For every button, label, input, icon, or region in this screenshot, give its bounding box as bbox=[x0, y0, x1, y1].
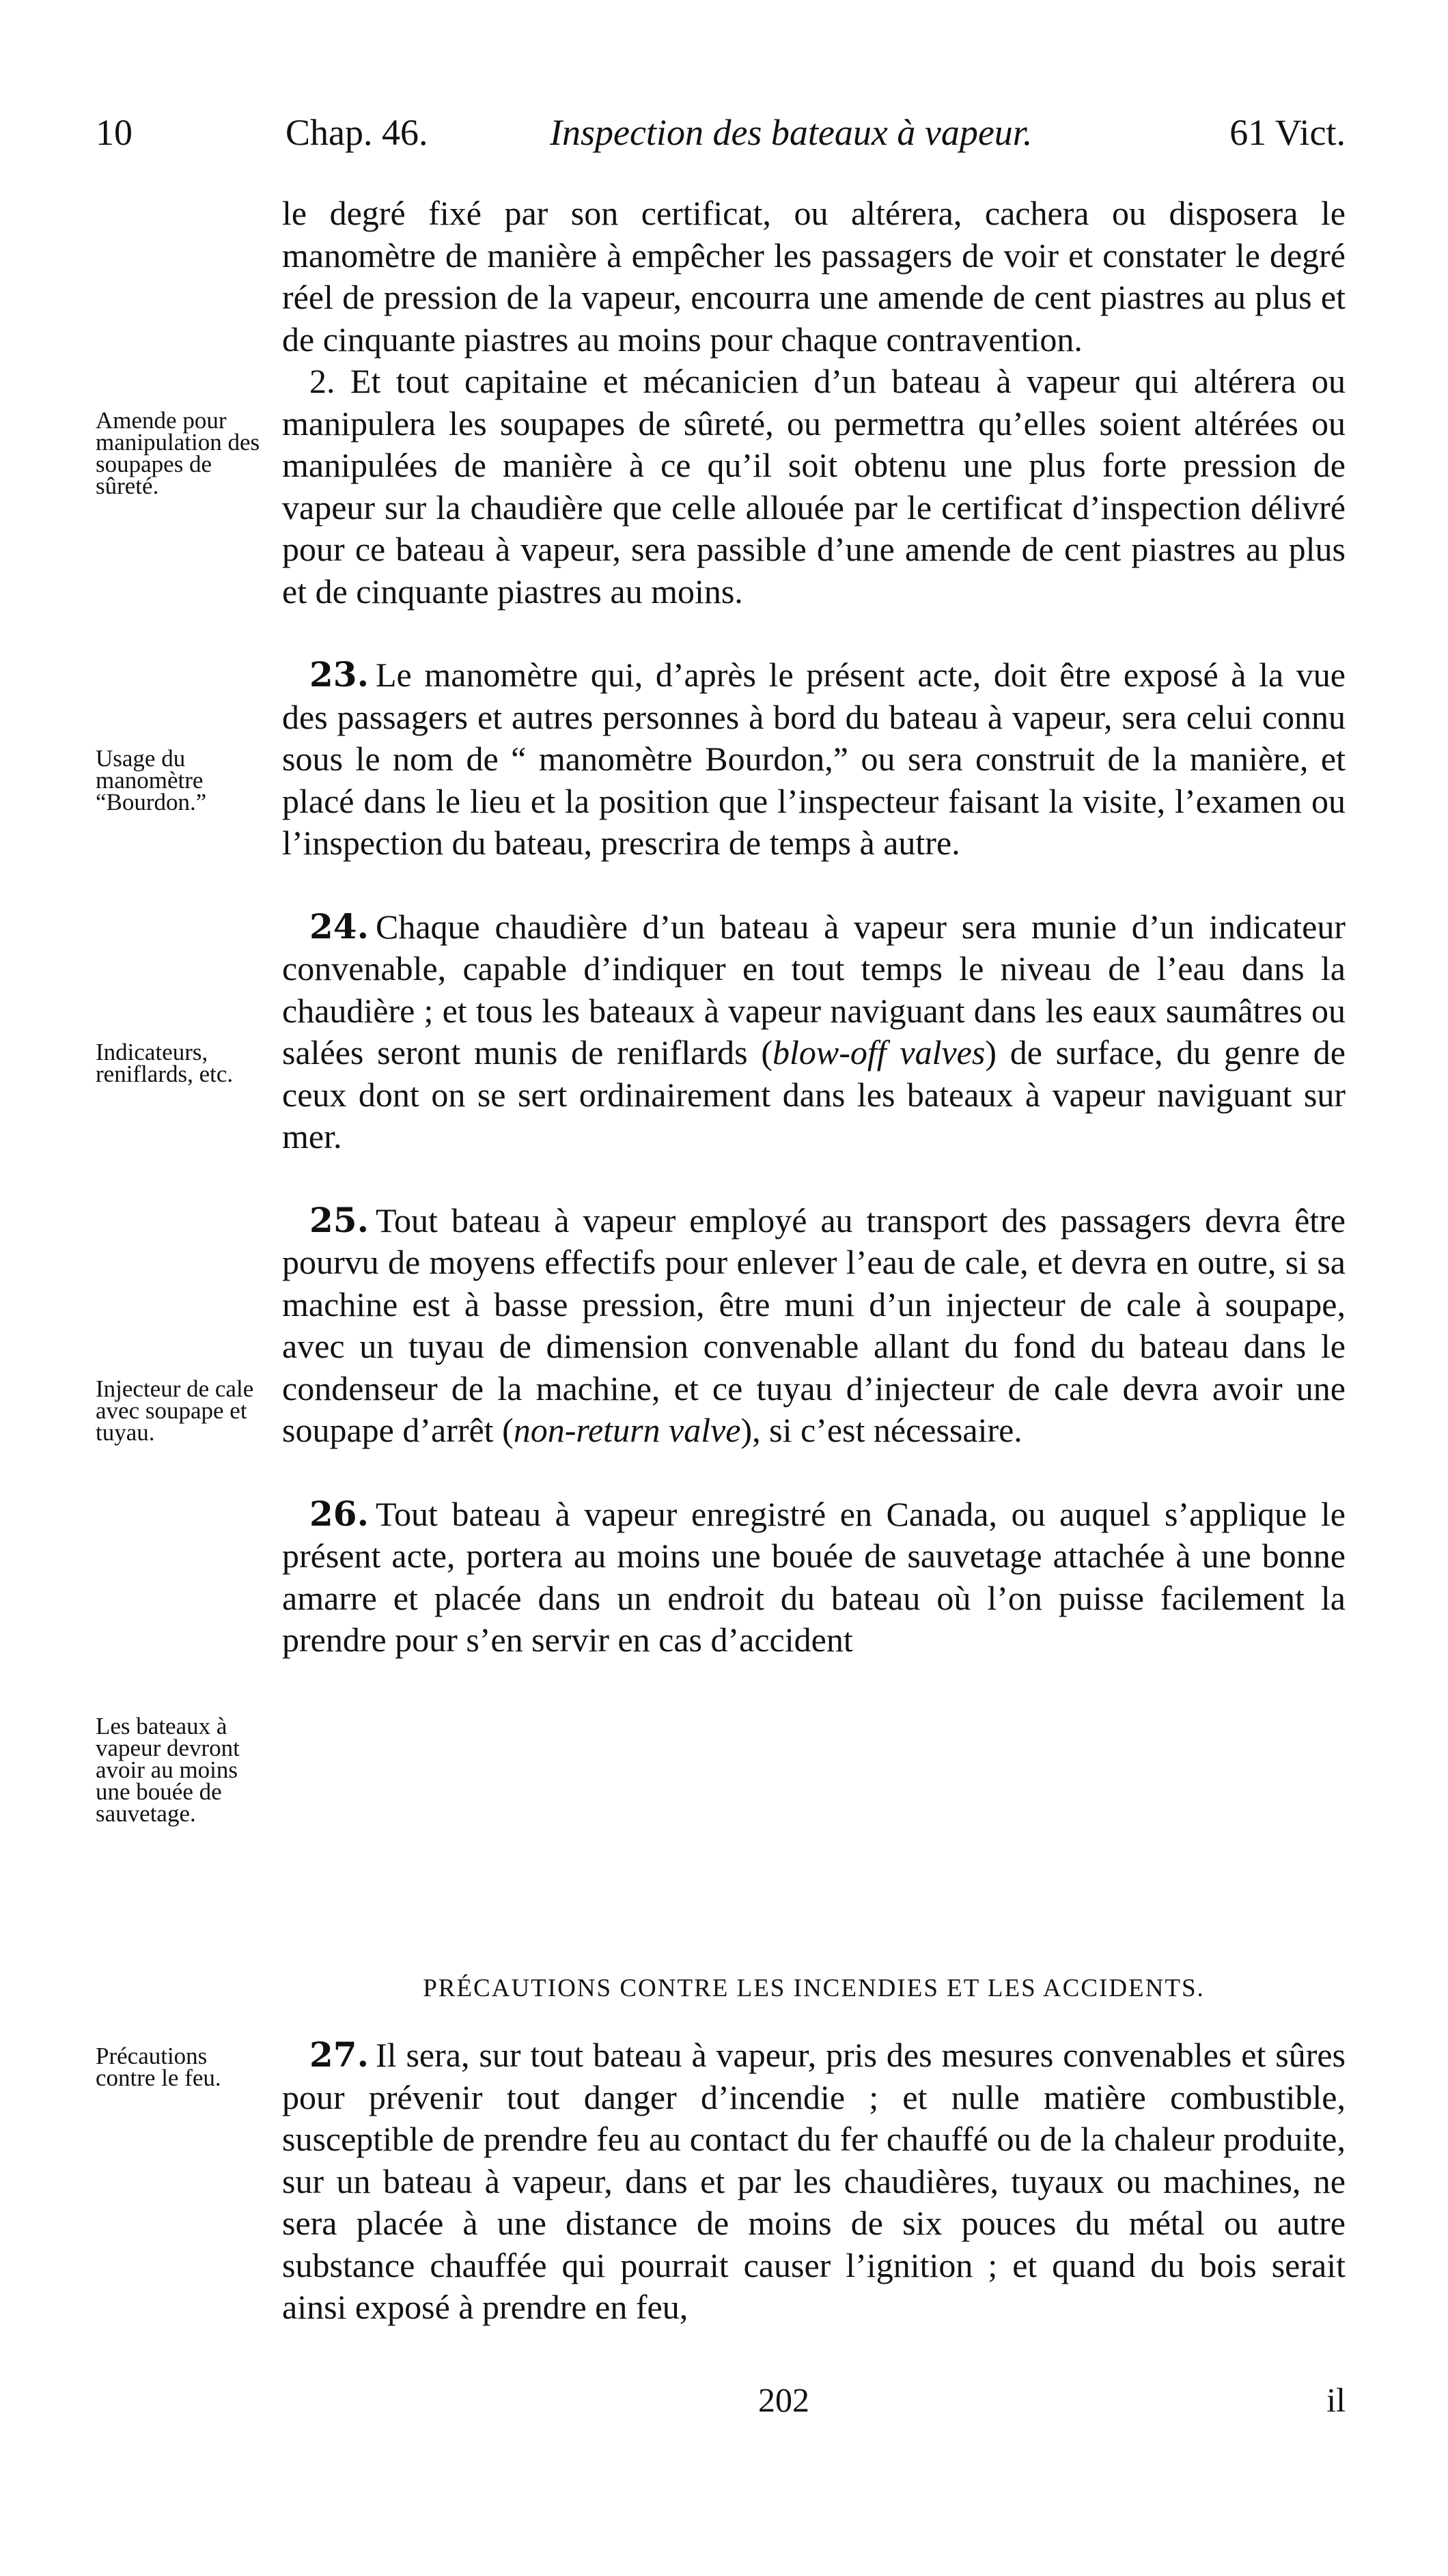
section-23 bbox=[282, 654, 1346, 865]
section-25 bbox=[282, 1199, 1346, 1452]
chapter-label: Chap. 46. bbox=[286, 112, 428, 153]
section-number: 27. bbox=[309, 2034, 369, 2075]
section-heading: PRÉCAUTIONS CONTRE LES INCENDIES ET LES ACCIDENTS. bbox=[423, 1974, 1205, 2002]
section-24 bbox=[282, 906, 1346, 1158]
paragraph-subsection-2: 2. Et tout capitaine et mécanicien d’un bateau à vapeur qui altérera ou manipulera les soupapes de sûreté, ou permettra qu’elles soient altérées ou manipulées de manière à ce qu’il soit obtenu une plus forte pression de vapeur sur la chaudière que celle allouée par le certificat d’inspection délivré pour ce bateau à vapeur, sera passible d’une amende de cent piastres au plus et de cinquante piastres au moins. bbox=[282, 362, 1346, 611]
margin-note-injecteur: Injecteur de cale avec soupape et tuyau. bbox=[96, 1375, 254, 1446]
section-number: 24. bbox=[309, 906, 369, 947]
regnal-year: 61 Vict. bbox=[1229, 112, 1346, 153]
section-number: 25. bbox=[309, 1199, 369, 1240]
section-text-end: ), si c’est nécessaire. bbox=[740, 1411, 1022, 1449]
catchword: il bbox=[1326, 2381, 1346, 2419]
page-signature: 202 bbox=[758, 2381, 809, 2419]
italic-term: blow-off valves bbox=[772, 1033, 986, 1072]
section-number: 26. bbox=[309, 1493, 369, 1534]
section-text: Chaque chaudière d’un bateau à vapeur sera munie d’un indicateur convenable, capable d’indiquer en tout temps le niveau de l’eau dans la chaudière ; et tous les bateaux à vapeur naviguant dans les eaux saumâtres ou salées seront munis de reniflards ( bbox=[282, 907, 1346, 1072]
page-number: 10 bbox=[96, 112, 133, 153]
margin-note-bouee: Les bateaux à vapeur devront avoir au moins une bouée de sauvetage. bbox=[96, 1713, 240, 1827]
running-header bbox=[96, 111, 1346, 159]
section-text: Tout bateau à vapeur enregistré en Canada, ou auquel s’applique le présent acte, portera au moins une bouée de sauvetage attachée à une bonne amarre et placée dans un endroit du bateau où l’on puisse facilement la prendre pour s’en servir en cas d’accident bbox=[282, 1494, 1346, 1659]
margin-note-soupapes: Amende pour manipulation des soupapes de sûreté. bbox=[96, 407, 260, 499]
paragraph-continuation: le degré fixé par son certificat, ou altérera, cachera ou disposera le manomètre de manière à empêcher les passagers de voir et constater le degré réel de pression de la vapeur, encourra une amende de cent piastres au plus et de cinquante piastres au moins pour chaque contravention. bbox=[282, 194, 1346, 359]
margin-note-bourdon: Usage du manomètre “Bourdon.” bbox=[96, 745, 207, 815]
section-text: Il sera, sur tout bateau à vapeur, pris des mesures convenables et sûres pour prévenir tout danger d’incendie ; et nulle matière combustible, susceptible de prendre feu au contact du fer chauffé ou de la chaleur produite, sur un bateau à vapeur, dans et par les chaudières, tuyaux ou machines, ne sera placée à une distance de moins de six pouces du métal ou autre substance chauffée qui pourrait causer l’ignition ; et quand du bois serait ainsi exposé à prendre en feu, bbox=[282, 2036, 1346, 2326]
section-number: 23. bbox=[309, 654, 369, 695]
body-text bbox=[282, 193, 1346, 1662]
section-text-end: ) de surface, du genre de ceux dont on se sert ordinairement dans les bateaux à vapeur naviguant sur mer. bbox=[282, 1033, 1346, 1156]
italic-term: non-return valve bbox=[513, 1411, 741, 1449]
section-text: Le manomètre qui, d’après le présent acte, doit être exposé à la vue des passagers et autres personnes à bord du bateau à vapeur, sera celui connu sous le nom de “ manomètre Bourdon,” ou sera construit de la manière, et placé dans le lieu et la position que l’inspecteur faisant la visite, l’examen ou l’inspection du bateau, prescrira de temps à autre. bbox=[282, 656, 1346, 862]
body-text-lower bbox=[282, 2034, 1346, 2329]
section-text: Tout bateau à vapeur employé au transport des passagers devra être pourvu de moyens effectifs pour enlever l’eau de cale, et devra en outre, si sa machine est à basse pression, être muni d’un injecteur de cale à soupape, avec un tuyau de dimension convenable allant du fond du bateau dans le condenseur de la machine, et ce tuyau d’injecteur de cale devra avoir une soupape d’arrêt ( bbox=[282, 1201, 1346, 1449]
section-26 bbox=[282, 1493, 1346, 1662]
margin-note-feu: Précautions contre le feu. bbox=[96, 2043, 221, 2091]
running-title: Inspection des bateaux à vapeur. bbox=[550, 112, 1033, 153]
margin-note-reniflards: Indicateurs, reniflards, etc. bbox=[96, 1039, 234, 1087]
section-27 bbox=[282, 2034, 1346, 2329]
